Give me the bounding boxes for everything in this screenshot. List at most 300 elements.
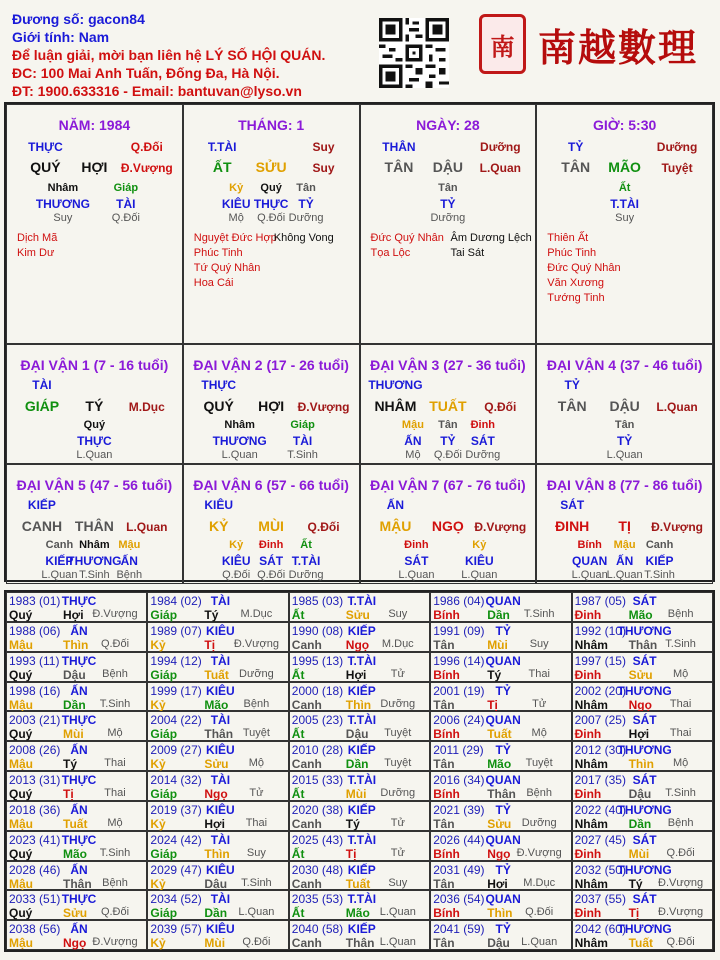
year-ten-god: SÁT: [632, 594, 657, 608]
year-ten-god: TÀI: [210, 653, 231, 668]
luck-branch: DẬU: [609, 398, 640, 414]
year-ten-god: THƯƠNG: [617, 683, 672, 698]
year-life-stage: Bệnh: [667, 608, 694, 620]
year-ten-god: TÀI: [210, 892, 231, 907]
year-life-stage: Thai: [104, 757, 126, 770]
year-label: 2039 (57): [150, 922, 202, 937]
year-stem: Giáp: [150, 846, 178, 861]
contact-invite: Để luận giải, mời bạn liên hệ LÝ SỐ HỘI QUÁN.: [12, 47, 326, 63]
year-stem: Nhâm: [574, 637, 608, 652]
year-stem: Tân: [433, 637, 455, 652]
ten-god-stem: TỶ: [568, 140, 584, 154]
year-ten-god: ẤN: [70, 862, 88, 877]
year-branch: Thìn: [628, 757, 654, 772]
year-label: 1998 (16): [9, 683, 61, 698]
year-ten-god: ẤN: [70, 623, 88, 638]
luck-period: [360, 464, 537, 584]
year-ten-god: SÁT: [632, 892, 657, 907]
year-life-stage: Thai: [528, 667, 550, 680]
luck-life-stage: L.Quan: [126, 520, 168, 534]
luck-hidden-god: KIÊU: [464, 554, 494, 568]
luck-hidden-god: TỶ: [616, 434, 633, 448]
luck-title: ĐẠI VẬN 1 (7 - 16 tuổi): [20, 357, 169, 373]
year-label: 2034 (52): [150, 892, 202, 907]
year-stem: Nhâm: [574, 816, 608, 831]
year-cell: [572, 920, 713, 950]
year-life-stage: Đ.Vượng: [92, 608, 138, 620]
hidden-ten-god: T.TÀI: [610, 197, 639, 211]
hidden-ten-god: TỶ: [440, 197, 456, 211]
year-life-stage: Suy: [388, 608, 408, 620]
year-stem: Ất: [291, 906, 305, 921]
year-stem: Ất: [291, 608, 305, 622]
year-branch: Mùi: [345, 787, 367, 801]
year-ten-god: TỶ: [495, 683, 511, 698]
year-ten-god: T.TÀI: [347, 832, 377, 847]
year-cell: [6, 741, 147, 771]
year-ten-god: QUAN: [485, 832, 521, 847]
year-label: 2022 (40): [574, 802, 626, 817]
year-branch: Dần: [487, 608, 510, 622]
luck-ten-god: ẤN: [386, 498, 405, 512]
year-stem: Kỷ: [150, 637, 166, 652]
luck-hidden-god: QUAN: [572, 554, 608, 568]
year-label: 2040 (58): [291, 922, 344, 937]
earthly-branch: HỢI: [81, 159, 108, 175]
year-cell: [289, 682, 430, 712]
year-life-stage: Đ.Vượng: [92, 936, 138, 949]
luck-branch: HỢI: [258, 398, 285, 414]
year-label: 2020 (38): [291, 802, 344, 817]
year-branch: Thìn: [63, 637, 89, 652]
year-cell: [430, 801, 571, 831]
hidden-stem: Nhâm: [47, 182, 79, 194]
year-branch: Dậu: [345, 727, 369, 742]
luck-hidden-stem: Nhâm: [79, 539, 110, 551]
earthly-branch: MÃO: [608, 159, 641, 175]
year-label: 2003 (21): [9, 713, 61, 728]
star-item: Không Vong: [273, 232, 334, 244]
year-label: 1997 (15): [574, 653, 626, 668]
year-cell: [430, 652, 571, 682]
luck-period: [536, 344, 713, 464]
year-branch: Mão: [63, 846, 87, 861]
year-ten-god: KIÊU: [206, 683, 235, 698]
year-life-stage: Suy: [246, 846, 266, 859]
luck-hidden-stem: Canh: [645, 539, 674, 551]
year-stem: Tân: [433, 757, 455, 772]
luck-hidden-stem: Kỷ: [472, 539, 487, 551]
year-label: 2015 (33): [291, 773, 344, 787]
year-stem: Mậu: [9, 637, 33, 652]
luck-hidden-god: T.TÀI: [291, 554, 321, 568]
year-stem: Mậu: [9, 876, 33, 891]
year-stem: Canh: [291, 936, 322, 951]
hidden-stem: Kỷ: [229, 182, 244, 194]
ten-god-stem: T.TÀI: [207, 140, 237, 154]
year-cell: [430, 861, 571, 891]
luck-branch: NGỌ: [431, 518, 464, 534]
year-label: 2027 (45): [574, 832, 626, 847]
year-cell: [289, 741, 430, 771]
luck-hidden-stage: L.Quan: [606, 569, 643, 581]
year-stem: Giáp: [150, 906, 178, 921]
star-item: Tọa Lộc: [370, 247, 411, 259]
year-label: 2036 (54): [433, 892, 485, 907]
year-ten-god: THƯƠNG: [617, 862, 672, 877]
pillar-title: NĂM: 1984: [58, 117, 131, 133]
year-ten-god: KIẾP: [347, 922, 376, 937]
year-life-stage: Tử: [390, 816, 405, 829]
year-stem: Ất: [291, 846, 305, 861]
year-branch: Tuất: [345, 876, 371, 891]
year-label: 2031 (49): [433, 862, 485, 877]
luck-hidden-god: KIẾP: [645, 554, 674, 568]
star-item: Dịch Mã: [17, 232, 58, 244]
luck-stem: TÂN: [557, 398, 587, 414]
year-label: 2029 (47): [150, 862, 202, 877]
star-item: Kim Dư: [17, 247, 55, 259]
year-branch: Dậu: [487, 936, 510, 951]
year-stem: Quý: [9, 846, 33, 861]
year-branch: Mùi: [628, 846, 650, 861]
luck-hidden-stem: Đinh: [470, 419, 496, 431]
ten-god-stem: THỰC: [28, 140, 63, 154]
year-ten-god: THỰC: [61, 892, 97, 907]
year-cell: [6, 861, 147, 891]
stars-right: [451, 231, 532, 261]
luck-hidden-god: THƯƠNG: [212, 434, 267, 448]
luck-hidden-stage: L.Quan: [461, 569, 498, 581]
year-cell: [147, 801, 288, 831]
year-label: 2002 (20): [574, 683, 626, 698]
year-label: 1995 (13): [291, 653, 344, 668]
year-ten-god: THƯƠNG: [617, 623, 672, 638]
luck-hidden-stage: Q.Đối: [222, 569, 251, 581]
year-label: 2028 (46): [9, 862, 61, 877]
luck-ten-god: TÀI: [32, 378, 52, 392]
pillar-column: [536, 104, 713, 344]
year-branch: Dần: [345, 757, 369, 772]
luck-title: ĐẠI VẬN 6 (57 - 66 tuổi): [193, 477, 349, 493]
star-item: Âm Dương Lệch: [450, 232, 532, 244]
year-cell: [430, 890, 571, 920]
luck-hidden-stem: Đinh: [404, 539, 429, 551]
year-stem: Giáp: [150, 608, 178, 622]
year-ten-god: TÀI: [210, 832, 231, 847]
luck-life-stage: M.Dục: [128, 400, 165, 414]
year-branch: Ngọ: [204, 787, 228, 801]
year-branch: Dậu: [63, 667, 86, 682]
hidden-stem: Quý: [260, 182, 282, 194]
year-life-stage: Đ.Vượng: [233, 637, 279, 650]
luck-hidden-god: SÁT: [404, 554, 429, 568]
luck-ten-god: KIÊU: [204, 498, 234, 512]
year-ten-god: TỶ: [495, 922, 511, 937]
year-stem: Đinh: [574, 906, 602, 921]
year-branch: Sửu: [63, 906, 88, 921]
star-item: Nguyệt Đức Hợp: [193, 232, 277, 244]
luck-stem: ĐINH: [555, 518, 590, 534]
life-stage: Suy: [312, 161, 335, 175]
year-life-stage: Dưỡng: [380, 787, 416, 799]
year-cell: [6, 831, 147, 861]
luck-title: ĐẠI VẬN 7 (67 - 76 tuổi): [370, 477, 526, 493]
year-ten-god: QUAN: [485, 713, 521, 728]
year-ten-god: T.TÀI: [347, 713, 377, 728]
year-stem: Bính: [433, 667, 460, 682]
luck-title: ĐẠI VẬN 8 (77 - 86 tuổi): [546, 477, 703, 493]
year-label: 2013 (31): [9, 773, 61, 787]
luck-hidden-stem: Giáp: [290, 419, 315, 431]
luck-period: [183, 344, 360, 464]
year-stem: Tân: [433, 816, 455, 831]
year-label: 2005 (23): [291, 713, 344, 728]
year-stem: Quý: [9, 906, 33, 921]
year-cell: [430, 771, 571, 801]
year-stem: Canh: [291, 697, 322, 712]
luck-stem: CANH: [21, 518, 63, 534]
year-stem: Kỷ: [150, 757, 166, 772]
luck-hidden-stage: Q.Đối: [257, 569, 286, 581]
year-ten-god: KIÊU: [206, 802, 235, 817]
year-life-stage: Thai: [669, 727, 692, 740]
year-label: 2010 (28): [291, 743, 344, 758]
hidden-ten-god: TỶ: [298, 197, 314, 211]
luck-hidden-god: KIẾP: [45, 554, 74, 568]
luck-hidden-stem: Quý: [83, 419, 106, 431]
top-state: Dưỡng: [656, 140, 698, 154]
year-ten-god: KIÊU: [206, 922, 235, 937]
year-ten-god: THỰC: [61, 653, 97, 668]
year-cell: [289, 711, 430, 741]
year-label: 2007 (25): [574, 713, 626, 728]
year-life-stage: Bệnh: [102, 667, 128, 680]
year-life-stage: L.Quan: [521, 936, 558, 949]
luck-life-stage: Đ.Vượng: [474, 520, 527, 534]
year-ten-god: T.TÀI: [347, 594, 377, 608]
year-stem: Canh: [291, 816, 322, 831]
year-stem: Bính: [433, 846, 460, 861]
top-state: Dưỡng: [480, 140, 521, 154]
year-ten-god: T.TÀI: [347, 773, 377, 787]
year-stem: Đinh: [574, 787, 602, 801]
year-life-stage: L.Quan: [238, 906, 275, 919]
year-life-stage: Q.Đối: [525, 906, 554, 919]
year-stem: Canh: [291, 757, 322, 772]
luck-hidden-stem: Ất: [300, 539, 312, 551]
year-ten-god: TỶ: [495, 623, 511, 638]
year-label: 1983 (01): [9, 594, 61, 608]
year-label: 1993 (11): [9, 653, 60, 668]
year-label: 1985 (03): [291, 594, 344, 608]
year-life-stage: Mộ: [672, 757, 689, 770]
luck-hidden-stem: Nhâm: [224, 419, 255, 431]
year-life-stage: L.Quan: [379, 936, 416, 949]
year-label: 2012 (30): [574, 743, 626, 758]
year-life-stage: Đ.Vượng: [516, 846, 562, 859]
year-cell: [289, 622, 430, 652]
year-label: 2019 (37): [150, 802, 202, 817]
luck-hidden-god: SÁT: [259, 554, 284, 568]
year-label: 1999 (17): [150, 683, 202, 698]
year-branch: Ngọ: [345, 637, 370, 652]
year-ten-god: KIÊU: [206, 862, 235, 877]
life-stage: L.Quan: [479, 161, 521, 175]
year-label: 2008 (26): [9, 743, 61, 758]
stars-left: [194, 231, 277, 291]
year-label: 2009 (27): [150, 743, 202, 758]
year-life-stage: Dưỡng: [521, 816, 557, 829]
qr-code: [379, 18, 449, 88]
year-life-stage: Tử: [390, 846, 405, 859]
year-label: 2006 (24): [433, 713, 485, 728]
luck-hidden-stage: Dưỡng: [288, 569, 324, 581]
year-cell: [289, 831, 430, 861]
year-ten-god: TỶ: [495, 802, 511, 817]
luck-hidden-stage: L.Quan: [571, 569, 608, 581]
year-stem: Đinh: [574, 608, 602, 622]
luck-ten-god: TỶ: [564, 378, 580, 392]
luck-hidden-stage: Q.Đối: [433, 449, 462, 461]
year-ten-god: THƯƠNG: [617, 743, 672, 758]
year-stem: Giáp: [150, 667, 178, 682]
year-ten-god: QUAN: [485, 653, 521, 668]
year-label: 2023 (41): [9, 832, 61, 847]
hidden-life-stage: Q.Đối: [257, 212, 286, 224]
year-life-stage: T.Sinh: [665, 787, 696, 799]
year-ten-god: KIẾP: [347, 743, 376, 758]
year-branch: Dậu: [204, 876, 228, 891]
year-cell: [572, 741, 713, 771]
luck-ten-god: SÁT: [560, 498, 585, 512]
year-life-stage: Bệnh: [102, 876, 128, 889]
year-life-stage: T.Sinh: [523, 608, 555, 620]
year-label: 2042 (60): [574, 922, 626, 937]
year-cell: [147, 771, 288, 801]
year-life-stage: Tuyệt: [525, 757, 553, 770]
year-cell: [289, 861, 430, 891]
header-info: [12, 10, 325, 100]
year-ten-god: THỰC: [61, 713, 97, 728]
star-item: Thiên Ất: [547, 232, 589, 244]
heavenly-stem: ẤT: [212, 159, 232, 175]
luck-hidden-stage: L.Quan: [398, 569, 435, 581]
owner-name: Đương số: gacon84: [12, 11, 145, 27]
year-ten-god: THƯƠNG: [617, 922, 672, 937]
year-branch: Tị: [204, 637, 216, 652]
year-label: 1990 (08): [291, 623, 344, 638]
year-cell: [572, 592, 713, 622]
year-label: 2017 (35): [574, 773, 626, 787]
stars-left: [547, 231, 620, 306]
year-stem: Nhâm: [574, 876, 608, 891]
year-branch: Sửu: [345, 608, 370, 622]
luck-hidden-god: TỶ: [440, 434, 456, 448]
life-stage: Đ.Vượng: [120, 161, 173, 175]
luck-period: [6, 344, 183, 464]
year-branch: Thìn: [345, 697, 372, 712]
year-branch: Thân: [628, 637, 658, 652]
year-stem: Bính: [433, 608, 460, 622]
year-branch: Thân: [63, 876, 92, 891]
earthly-branch: DẬU: [432, 159, 464, 175]
year-branch: Tị: [345, 846, 357, 861]
year-branch: Tuất: [487, 727, 512, 742]
year-stem: Mậu: [9, 816, 33, 831]
year-life-stage: Mộ: [672, 667, 689, 680]
year-cell: [6, 920, 147, 950]
star-item: Văn Xương: [547, 277, 605, 289]
year-label: 2014 (32): [150, 773, 202, 787]
year-ten-god: T.TÀI: [347, 892, 377, 907]
year-stem: Canh: [291, 637, 322, 652]
year-ten-god: KIẾP: [347, 683, 376, 698]
luck-period: [360, 344, 537, 464]
year-branch: Thân: [487, 787, 516, 801]
luck-stem: QUÝ: [203, 398, 234, 414]
top-state: Suy: [312, 140, 335, 154]
luck-hidden-god: TÀI: [292, 434, 313, 448]
luck-hidden-stage: T.Sinh: [644, 569, 675, 581]
luck-hidden-stem: Mậu: [613, 539, 636, 551]
hidden-life-stage: Suy: [53, 212, 73, 224]
year-branch: Hợi: [204, 816, 225, 831]
year-stem: Quý: [9, 667, 33, 682]
year-stem: Kỷ: [150, 876, 166, 891]
hidden-life-stage: Suy: [615, 212, 635, 224]
annual-luck-table: [4, 590, 715, 952]
year-label: 1992 (10): [574, 623, 626, 638]
year-label: 1989 (07): [150, 623, 202, 638]
luck-hidden-god: KIÊU: [221, 554, 251, 568]
year-branch: Tý: [204, 608, 219, 622]
year-cell: [572, 652, 713, 682]
year-branch: Hợi: [487, 876, 508, 891]
year-cell: [289, 771, 430, 801]
hidden-life-stage: Dưỡng: [288, 212, 324, 224]
year-branch: Tị: [628, 906, 640, 921]
stars-left: [17, 231, 57, 261]
year-label: 2030 (48): [291, 862, 344, 877]
star-item: Tứ Quý Nhân: [193, 262, 261, 274]
year-label: 2001 (19): [433, 683, 485, 698]
year-branch: Tý: [487, 667, 502, 682]
year-cell: [430, 831, 571, 861]
year-branch: Hợi: [628, 727, 650, 742]
year-branch: Thìn: [204, 846, 230, 861]
year-ten-god: THỰC: [61, 773, 97, 787]
year-cell: [6, 771, 147, 801]
pillar-column: [6, 104, 183, 344]
luck-life-stage: Đ.Vượng: [297, 400, 350, 414]
year-cell: [572, 771, 713, 801]
year-label: 2011 (29): [433, 743, 484, 758]
year-cell: [6, 682, 147, 712]
year-life-stage: Q.Đối: [100, 637, 130, 650]
year-cell: [147, 622, 288, 652]
year-branch: Tuất: [628, 936, 654, 951]
contact-address: ĐC: 100 Mai Anh Tuấn, Đống Đa, Hà Nội.: [12, 65, 280, 81]
hidden-ten-god: THỰC: [253, 197, 289, 211]
luck-title: ĐẠI VẬN 2 (17 - 26 tuổi): [193, 357, 349, 373]
year-label: 2025 (43): [291, 832, 344, 847]
year-life-stage: Mộ: [248, 757, 265, 770]
luck-period: [183, 464, 360, 584]
luck-stem: GIÁP: [24, 398, 60, 414]
year-cell: [6, 652, 147, 682]
luck-period: [536, 464, 713, 584]
